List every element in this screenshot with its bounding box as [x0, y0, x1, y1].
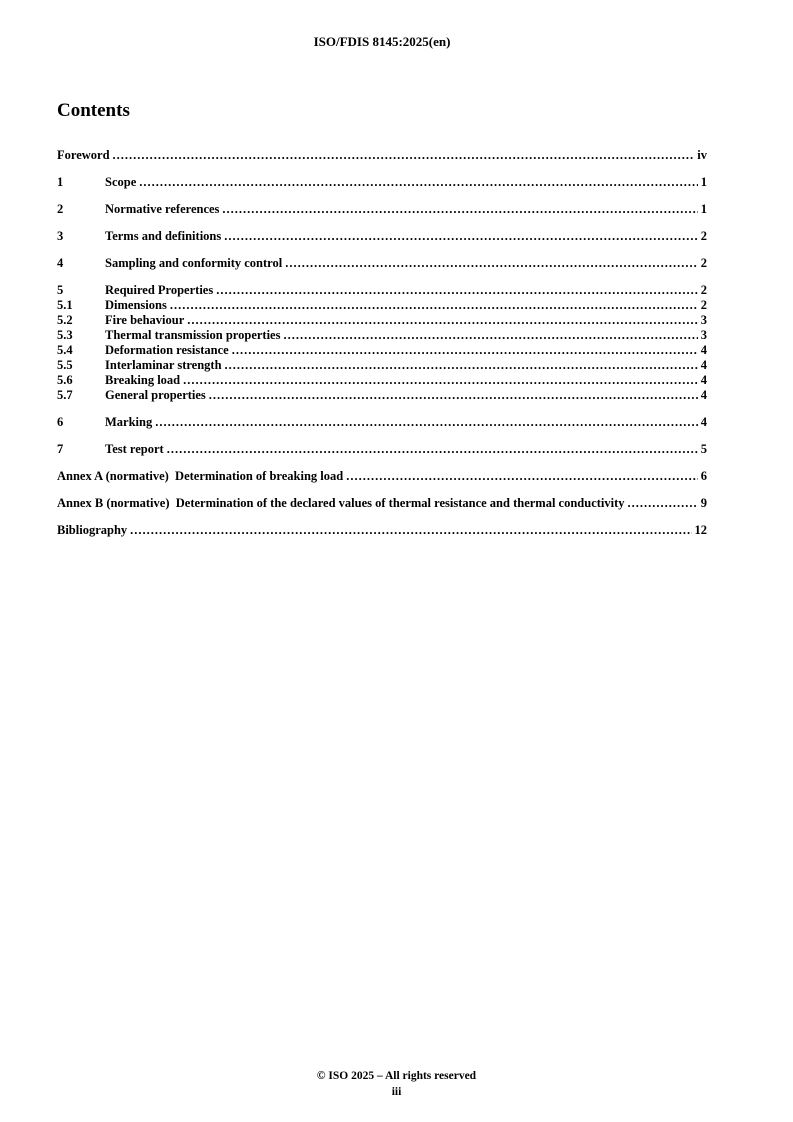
toc-entry-number: 1	[57, 175, 64, 189]
toc-entry-number: 5.4	[57, 343, 73, 357]
toc-entry-page: 1	[700, 202, 707, 216]
toc-leader-dots	[628, 496, 698, 511]
toc-entry-page: 3	[700, 328, 707, 342]
toc-entry-number: 2	[57, 202, 64, 216]
toc-entry-label: Marking	[105, 415, 153, 429]
toc-entry-number: 4	[57, 256, 64, 270]
toc-entry-page: 4	[700, 388, 707, 402]
toc-entry-page: 4	[700, 343, 707, 357]
toc-leader-dots	[183, 373, 698, 388]
toc-entry[interactable]	[57, 148, 707, 163]
toc-entry-page: 4	[700, 373, 707, 387]
toc-entry-label: Normative references	[105, 202, 220, 216]
toc-leader-dots	[187, 313, 697, 328]
toc-entry-page: 2	[700, 256, 707, 270]
toc-entry-label: Sampling and conformity control	[105, 256, 283, 270]
toc-leader-dots	[113, 148, 695, 163]
toc-leader-dots	[170, 298, 698, 313]
toc-entry-page: 2	[700, 283, 707, 297]
toc-entry[interactable]	[57, 496, 707, 511]
toc-entry-page: 3	[700, 313, 707, 327]
toc-leader-dots	[232, 343, 698, 358]
toc-leader-dots	[155, 415, 698, 430]
toc-entry-label: Fire behaviour	[105, 313, 185, 327]
toc-entry-page: 2	[700, 229, 707, 243]
document-id: ISO/FDIS 8145:2025(en)	[313, 34, 451, 49]
document-header	[57, 34, 707, 50]
toc-leader-dots	[139, 175, 698, 190]
toc-entry-number: 6	[57, 415, 64, 429]
toc-entry-page: iv	[697, 148, 707, 162]
toc-entry[interactable]	[57, 256, 707, 271]
toc-entry-label: Interlaminar strength	[105, 358, 222, 372]
toc-leader-dots	[224, 229, 698, 244]
toc-entry-number: 5.5	[57, 358, 73, 372]
toc-list	[57, 148, 707, 538]
toc-entry[interactable]	[57, 283, 707, 298]
toc-entry-page: 4	[700, 358, 707, 372]
toc-entry-number: 5.2	[57, 313, 73, 327]
toc-leader-dots	[346, 469, 698, 484]
toc-entry-label: Annex A (normative) Determination of breaking load	[57, 469, 344, 483]
toc-entry-label: Bibliography	[57, 523, 128, 537]
toc-entry-page: 12	[694, 523, 707, 537]
toc-entry-number: 5.7	[57, 388, 73, 402]
toc-entry-label: Scope	[105, 175, 137, 189]
toc-entry-number: 5.1	[57, 298, 73, 312]
toc-entry-label: Required Properties	[105, 283, 214, 297]
toc-leader-dots	[130, 523, 691, 538]
toc-entry[interactable]	[57, 175, 707, 190]
toc-entry[interactable]	[57, 388, 707, 403]
toc-entry-label: Annex B (normative) Determination of the declared values of thermal resistance and thermal conductivity	[57, 496, 625, 510]
toc-entry[interactable]	[57, 469, 707, 484]
toc-entry[interactable]	[57, 373, 707, 388]
toc-entry[interactable]	[57, 298, 707, 313]
toc-leader-dots	[285, 256, 698, 271]
toc-entry[interactable]	[57, 343, 707, 358]
toc-entry-number: 5.3	[57, 328, 73, 342]
toc-entry-label: Test report	[105, 442, 164, 456]
toc-entry[interactable]	[57, 523, 707, 538]
toc-entry-label: Dimensions	[105, 298, 167, 312]
toc-entry[interactable]	[57, 415, 707, 430]
toc-entry-label: Terms and definitions	[105, 229, 222, 243]
toc-entry-page: 1	[700, 175, 707, 189]
toc-entry-number: 5.6	[57, 373, 73, 387]
toc-entry-page: 2	[700, 298, 707, 312]
toc-entry-number: 7	[57, 442, 64, 456]
toc-entry[interactable]	[57, 442, 707, 457]
toc-entry-label: Thermal transmission properties	[105, 328, 281, 342]
toc-leader-dots	[209, 388, 698, 403]
toc-leader-dots	[283, 328, 697, 343]
toc-entry-page: 4	[700, 415, 707, 429]
toc-entry-page: 5	[700, 442, 707, 456]
toc-entry[interactable]	[57, 358, 707, 373]
toc-leader-dots	[222, 202, 697, 217]
toc-entry-page: 6	[700, 469, 707, 483]
toc-entry-label: Deformation resistance	[105, 343, 229, 357]
toc-entry[interactable]	[57, 313, 707, 328]
toc-entry-label: Breaking load	[105, 373, 181, 387]
toc-leader-dots	[225, 358, 698, 373]
toc-entry-label: Foreword	[57, 148, 110, 162]
toc-entry[interactable]	[57, 229, 707, 244]
document-footer	[0, 1068, 793, 1100]
toc-leader-dots	[216, 283, 698, 298]
footer-page-number: iii	[391, 1086, 402, 1098]
toc-entry-number: 5	[57, 283, 64, 297]
toc-entry-number: 3	[57, 229, 64, 243]
copyright-notice: © ISO 2025 – All rights reserved	[316, 1070, 477, 1082]
toc-entry[interactable]	[57, 328, 707, 343]
contents-title: Contents	[57, 100, 130, 121]
toc-entry-page: 9	[700, 496, 707, 510]
toc-leader-dots	[167, 442, 698, 457]
toc-entry[interactable]	[57, 202, 707, 217]
toc-entry-label: General properties	[105, 388, 206, 402]
